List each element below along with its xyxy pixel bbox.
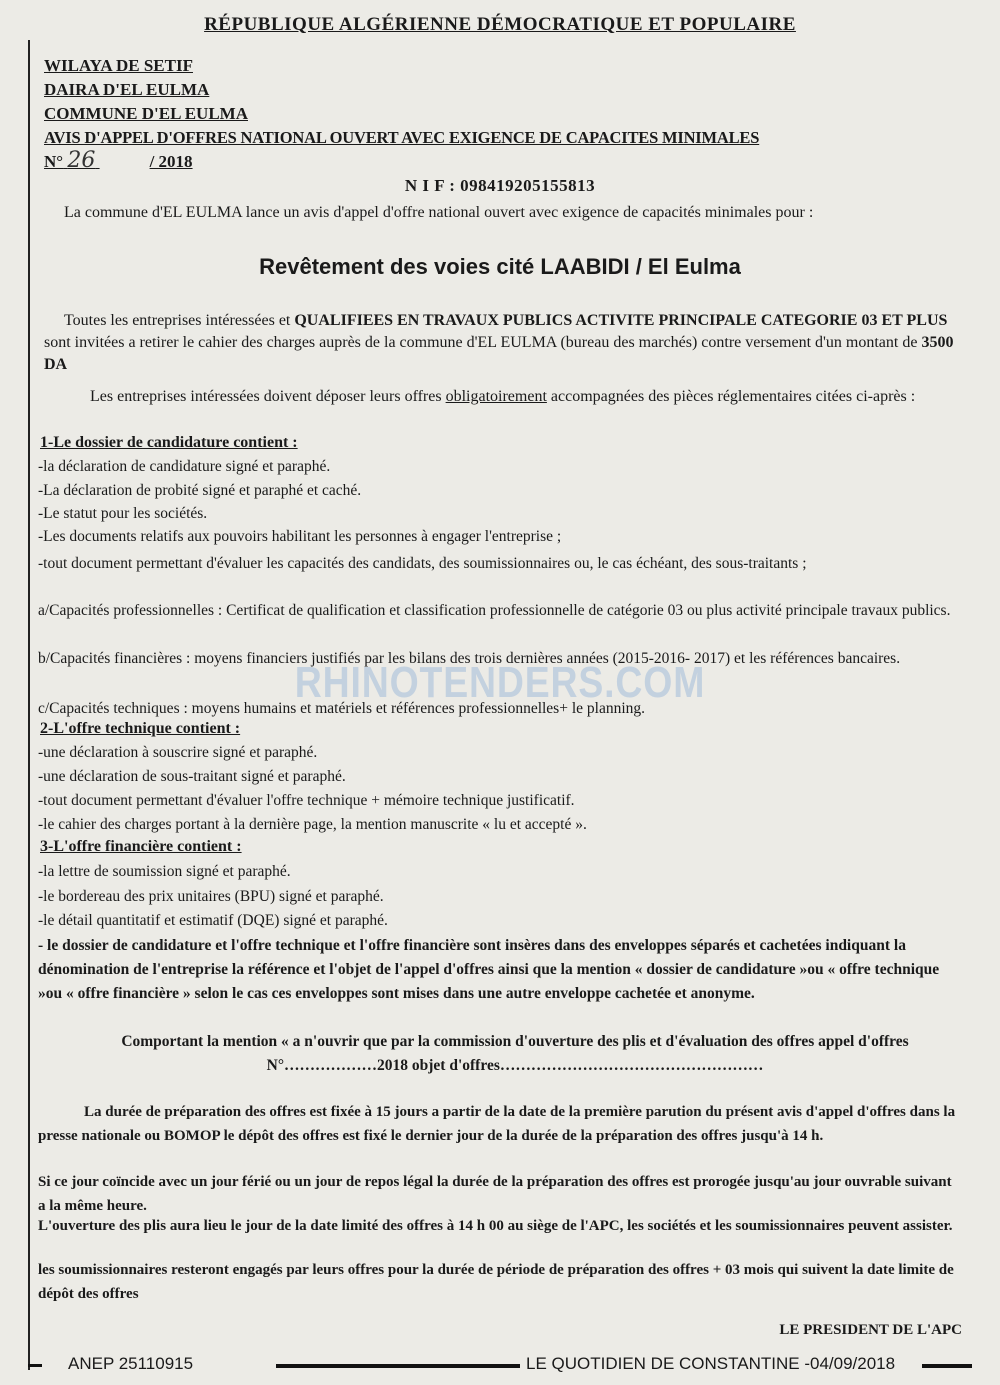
list-item: b/Capacités financières : moyens financiers justifiés par les bilans des trois dernières années (2015-2016- 2017) et les références bancaires. (38, 650, 901, 667)
qualification-requirement: QUALIFIEES EN TRAVAUX PUBLICS ACTIVITE PRINCIPALE CATEGORIE 03 ET PLUS (294, 312, 948, 329)
list-item: -une déclaration de sous-traitant signé et paraphé. (38, 768, 346, 785)
closing-paragraph-2: Si ce jour coïncide avec un jour férié ou un jour de repos légal la durée de la préparation des offres est prorogée jusqu'au jour ouvrable suivant a la même heure. (38, 1174, 952, 1214)
list-item: -le cahier des charges portant à la dernière page, la mention manuscrite « lu et accepté ». (38, 816, 587, 833)
intro-paragraph: La commune d'EL EULMA lance un avis d'appel d'offre national ouvert avec exigence de capacités minimales pour : (64, 204, 814, 221)
list-item: -le détail quantitatif et estimatif (DQE) signé et paraphé. (38, 912, 388, 929)
left-border-rule (28, 40, 30, 1370)
deposit-text-2: accompagnées des pièces réglementaires citées ci-après : (550, 388, 916, 405)
list-item: -tout document permettant d'évaluer les capacités des candidats, des soumissionnaires ou, le cas échéant, des sous-traitants ; (38, 555, 807, 572)
footer-rule-right (922, 1364, 972, 1368)
list-item: -Le statut pour les sociétés. (38, 505, 208, 522)
list-item: -une déclaration à souscrire signé et paraphé. (38, 744, 318, 761)
number-year: / 2018 (149, 152, 193, 171)
deposit-emphasis: obligatoirement (445, 388, 547, 405)
invitation-text-2: sont invitées a retirer le cahier des charges auprès de la commune d'EL EULMA (bureau des marchés) contre versement d'un montant de (44, 334, 918, 351)
list-item: a/Capacités professionnelles : Certificat de qualification et classification professionnelle de catégorie 03 ou plus activité principale travaux publics. (38, 602, 951, 619)
signature-title: LE PRESIDENT DE L'APC (779, 1322, 962, 1338)
footer (28, 1352, 978, 1378)
section1-title: 1-Le dossier de candidature contient : (40, 434, 298, 451)
newspaper-name-date: LE QUOTIDIEN DE CONSTANTINE -04/09/2018 (526, 1354, 896, 1373)
republic-title: RÉPUBLIQUE ALGÉRIENNE DÉMOCRATIQUE ET POPULAIRE (204, 14, 796, 35)
number-prefix: N° (44, 152, 64, 171)
mention-paragraph: Comportant la mention « a n'ouvrir que par la commission d'ouverture des plis et d'évaluation des offres appel d'offres N°………………2018 objet d'offres…………………………………………… (121, 1033, 909, 1074)
list-item: -La déclaration de probité signé et paraphé et caché. (38, 482, 362, 499)
invitation-text: Toutes les entreprises intéressées et (64, 312, 291, 329)
footer-rule-middle (276, 1364, 520, 1368)
nif-number: N I F : 098419205155813 (404, 176, 596, 195)
handwritten-number: 26 (67, 148, 96, 173)
section2-title: 2-L'offre technique contient : (40, 720, 241, 737)
daira-line: DAIRA D'EL EULMA (44, 80, 210, 99)
envelopes-paragraph: - le dossier de candidature et l'offre technique et l'offre financière sont insères dans des enveloppes séparés et cachetées indiquant la dénomination de l'entreprise la référence et l'objet de l'appel d'offres ainsi que la mention « dossier de candidature »ou « offre technique »ou « offre financière » selon le cas ces enveloppes sont mises dans une autre enveloppe cachetée et anonyme. (38, 937, 940, 1002)
footer-rule-left (28, 1364, 42, 1367)
anep-reference: ANEP 25110915 (68, 1354, 194, 1373)
avis-title: AVIS D'APPEL D'OFFRES NATIONAL OUVERT AVEC EXIGENCE DE CAPACITES MINIMALES (44, 128, 760, 147)
watermark: RHINOTENDERS.COM (294, 658, 706, 707)
list-item: c/Capacités techniques : moyens humains et matériels et références professionnelles+ le planning. (38, 700, 646, 717)
deposit-paragraph (44, 386, 974, 408)
closing-paragraph-3: L'ouverture des plis aura lieu le jour de la date limité des offres à 14 h 00 au siège de l'APC, les sociétés et les soumissionnaires peuvent assister. (38, 1218, 953, 1234)
commune-line: COMMUNE D'EL EULMA (44, 104, 248, 123)
closing-paragraph-4: les soumissionnaires resteront engagés par leurs offres pour la durée de période de préparation des offres + 03 mois qui suivent la date limite de dépôt des offres (38, 1262, 954, 1302)
invitation-paragraph (44, 310, 974, 376)
section3-title: 3-L'offre financière contient : (40, 838, 242, 855)
list-item: -Les documents relatifs aux pouvoirs habilitant les personnes à engager l'entreprise ; (38, 528, 562, 545)
notice-number (44, 148, 193, 173)
list-item: -la déclaration de candidature signé et paraphé. (38, 458, 331, 475)
closing-paragraph-1: La durée de préparation des offres est fixée à 15 jours a partir de la date de la première parution du présent avis d'appel d'offres dans la presse nationale ou BOMOP le dépôt des offres est fixé le dernier jour de la durée de la préparation des offres jusqu'à 14 h. (38, 1104, 956, 1144)
deposit-text: Les entreprises intéressées doivent déposer leurs offres (90, 388, 442, 405)
tender-subject: Revêtement des voies cité LAABIDI / El Eulma (259, 254, 741, 279)
fee-amount: 3500 DA (44, 334, 954, 373)
wilaya-line: WILAYA DE SETIF (44, 56, 193, 75)
list-item: -le bordereau des prix unitaires (BPU) signé et paraphé. (38, 888, 384, 905)
list-item: -tout document permettant d'évaluer l'offre technique + mémoire technique justificatif. (38, 792, 575, 809)
list-item: -la lettre de soumission signé et paraphé. (38, 863, 291, 880)
